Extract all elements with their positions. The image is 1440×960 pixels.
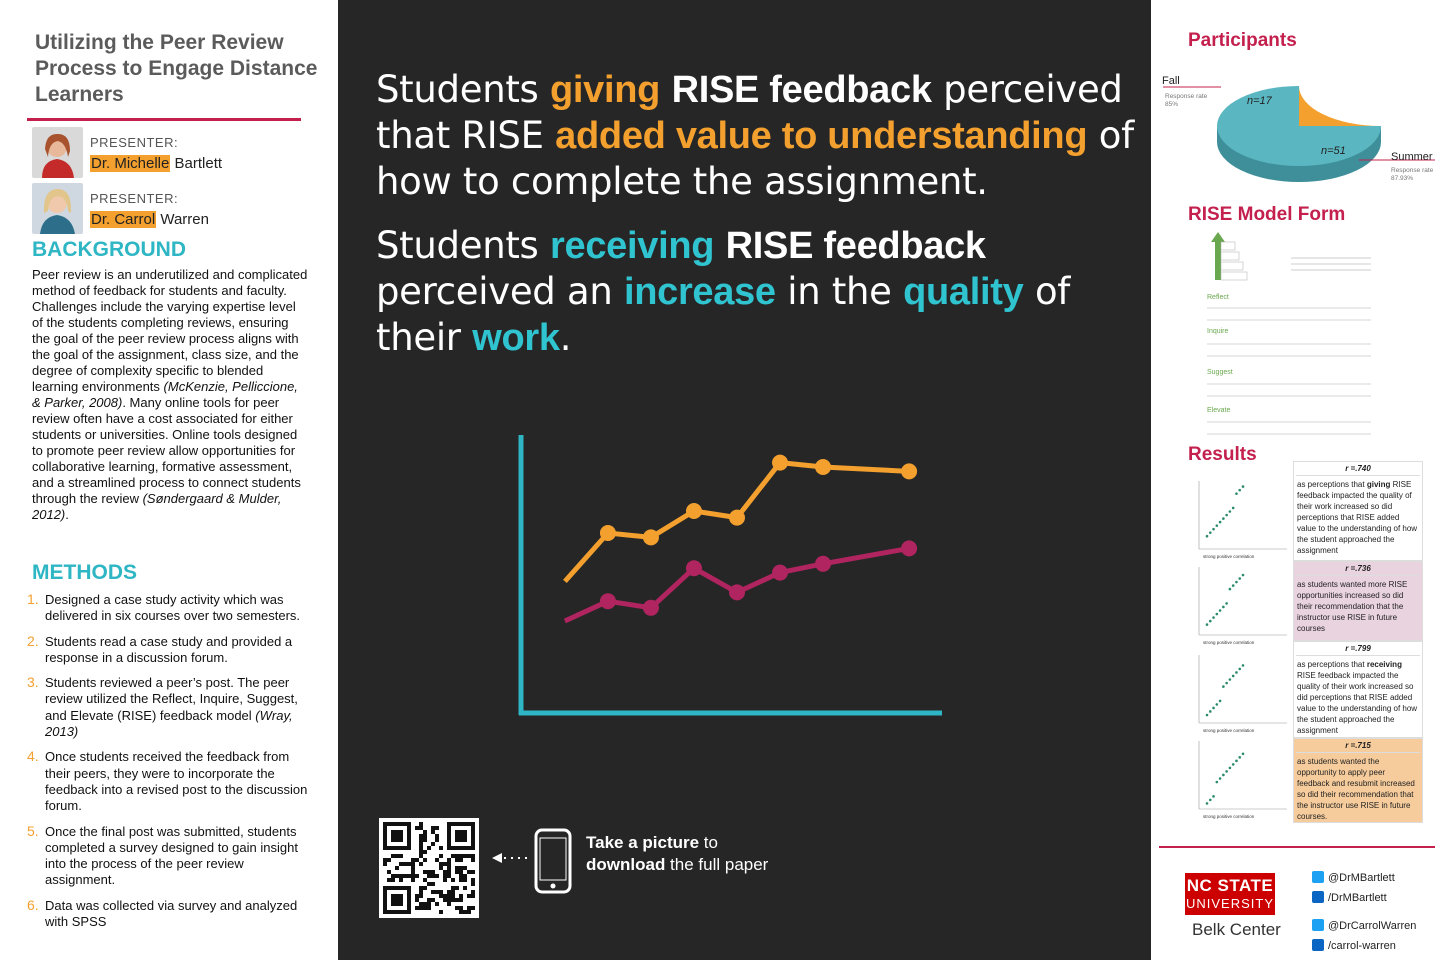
scatter-point (1212, 795, 1215, 798)
presenter-1-role: PRESENTER: (90, 135, 179, 150)
fall-rate: 85% (1165, 101, 1179, 108)
participants-heading: Participants (1188, 30, 1297, 51)
scatter-point (1219, 700, 1222, 703)
fall-label: Fall (1162, 75, 1180, 87)
scatter-point (1238, 577, 1241, 580)
presenter-2-role: PRESENTER: (90, 191, 179, 206)
social-twitter-warren[interactable]: @DrCarrolWarren (1312, 919, 1416, 932)
arrow-left-icon (492, 853, 502, 863)
scatter-point (1222, 774, 1225, 777)
result-box-3: r =.799 as perceptions that receiving RISE feedback impacted the quality of their work increased so did perceptions that RISE added value to the understanding of how the student approached the assignment (1293, 641, 1423, 738)
scatter-point (1206, 802, 1209, 805)
form-reflect: Reflect (1207, 294, 1229, 301)
twitter-icon (1312, 871, 1324, 883)
result-box-4: r =.715 as students wanted the opportunity to apply peer feedback and resubmit increased so did their recommendation that the instructor use RISE in future courses. (1293, 738, 1423, 823)
trend-line-chart (508, 425, 958, 725)
data-point-orange (729, 510, 745, 526)
statement-giving: Students giving RISE feedback perceived that RISE added value to understanding of how to complete the assignment. (376, 68, 1134, 203)
methods-item: 2. Students read a case study and provided a response in a discussion forum. (27, 632, 293, 665)
summer-rate-label: Response rate (1391, 167, 1434, 174)
data-point-magenta (600, 593, 616, 609)
result-box-1: r =.740 as perceptions that giving RISE feedback impacted the quality of their work increased so did perceptions that RISE added value to the understanding of how the student approached the assignment (1293, 461, 1423, 561)
data-point-orange (901, 463, 917, 479)
svg-text:strong positive correlation: strong positive correlation (1203, 554, 1255, 559)
scatter-point (1229, 510, 1232, 513)
scatter-point (1219, 609, 1222, 612)
scatter-point (1235, 760, 1238, 763)
summer-rate: 87.93% (1391, 175, 1414, 182)
presenter-2-name: Dr. Carrol Warren (91, 211, 209, 228)
scatter-point (1219, 521, 1222, 524)
svg-text:strong positive correlation: strong positive correlation (1203, 728, 1255, 733)
scatter-plot-1 (1193, 479, 1289, 563)
background-text: Peer review is an underutilized and complicated method of feedback for students and faculty. Challenges include the varying expertise level of the students completing reviews, ensuring the goal of the peer review process aligns with the goal of the assignment, class size, and the degree of complexity specific to blended learning environments (McKenzie, Pelliccione, & Parker, 2008). Many online tools for peer review often have a cost associated for either students or universities. Online tools designed to promote peer review allow opportunities for collaborative learning, formative assessment, and a streamlined process to connect students through the review (Søndergaard & Mulder, 2012). (32, 267, 308, 522)
social-linkedin-warren[interactable]: /carrol-warren (1312, 939, 1396, 952)
scatter-point (1206, 623, 1209, 626)
right-column (1151, 0, 1440, 960)
rise-model-form-thumbnail (1201, 232, 1381, 440)
data-point-orange (686, 503, 702, 519)
scatter-point (1235, 671, 1238, 674)
data-point-magenta (901, 540, 917, 556)
data-point-magenta (772, 565, 788, 581)
scatter-point (1212, 707, 1215, 710)
summer-n: n=51 (1321, 145, 1346, 157)
scatter-plot-4 (1193, 739, 1289, 823)
scatter-point (1238, 489, 1241, 492)
download-cta: Take a picture to download the full paper (586, 833, 769, 874)
scatter-point (1242, 664, 1245, 667)
scatter-point (1238, 756, 1241, 759)
data-point-magenta (686, 560, 702, 576)
presenter-1 (32, 127, 332, 179)
scatter-plot-2 (1193, 565, 1289, 649)
scatter-point (1242, 485, 1245, 488)
data-point-magenta (729, 584, 745, 600)
scatter-point (1238, 668, 1241, 671)
belk-center-label: Belk Center (1192, 920, 1281, 939)
scatter-point (1209, 620, 1212, 623)
methods-item: 1. Designed a case study activity which was delivered in six courses over two semesters. (27, 591, 301, 624)
social-linkedin-bartlett[interactable]: /DrMBartlett (1312, 891, 1387, 904)
scatter-point (1232, 763, 1235, 766)
linkedin-icon (1312, 939, 1324, 951)
scatter-point (1235, 492, 1238, 495)
left-column (0, 0, 338, 960)
scatter-point (1229, 588, 1232, 591)
data-point-orange (815, 459, 831, 475)
title-divider (27, 118, 301, 121)
methods-item: 4. Once students received the feedback from their peers, they were to incorporate the feedback into a revised post to the discussion forum. (27, 748, 308, 814)
methods-item: 5. Once the final post was submitted, students completed a survey designed to gain insight into the process of the peer review assignment. (27, 822, 298, 888)
results-panel (1193, 461, 1440, 823)
methods-heading: METHODS (32, 561, 137, 584)
methods-item: 6. Data was collected via survey and analyzed with SPSS (27, 896, 298, 930)
scatter-point (1229, 767, 1232, 770)
summer-label: Summer (1391, 151, 1433, 163)
scatter-point (1232, 584, 1235, 587)
scatter-point (1232, 507, 1235, 510)
fall-n: n=17 (1247, 95, 1272, 107)
scatter-point (1216, 613, 1219, 616)
scatter-point (1206, 535, 1209, 538)
svg-text:strong positive correlation: strong positive correlation (1203, 640, 1255, 645)
twitter-icon (1312, 919, 1324, 931)
social-twitter-bartlett[interactable]: @DrMBartlett (1312, 871, 1395, 884)
results-heading: Results (1188, 444, 1257, 465)
participants-pie-chart (1159, 62, 1439, 192)
poster-title: Utilizing the Peer Review Process to Engage Distance Learners (35, 31, 318, 106)
data-point-magenta (815, 556, 831, 572)
rise-form-heading: RISE Model Form (1188, 204, 1346, 225)
form-suggest: Suggest (1207, 369, 1233, 376)
scatter-point (1232, 675, 1235, 678)
presenter-2 (32, 183, 332, 235)
scatter-point (1222, 606, 1225, 609)
scatter-point (1219, 777, 1222, 780)
linkedin-icon (1312, 891, 1324, 903)
scatter-point (1216, 781, 1219, 784)
ncsu-logo: NC STATE UNIVERSITY (1185, 873, 1275, 915)
scatter-point (1242, 753, 1245, 756)
scatter-point (1222, 517, 1225, 520)
series-layer (565, 455, 917, 621)
bottom-divider (1159, 846, 1435, 848)
scatter-point (1222, 685, 1225, 688)
scatter-point (1209, 799, 1212, 802)
scatter-point (1225, 602, 1228, 605)
data-point-orange (643, 529, 659, 545)
center-panel (338, 0, 1151, 960)
statement-receiving: Students receiving RISE feedback perceived an increase in the quality of their work. (376, 224, 1071, 359)
phone-icon (536, 830, 570, 892)
scatter-point (1242, 574, 1245, 577)
scatter-point (1216, 524, 1219, 527)
data-point-orange (600, 525, 616, 541)
data-point-magenta (643, 600, 659, 616)
qr-code[interactable] (379, 818, 479, 918)
presenter-1-name: Dr. Michelle Bartlett (91, 155, 223, 172)
methods-list (27, 592, 313, 939)
scatter-point (1216, 703, 1219, 706)
scatter-point (1235, 581, 1238, 584)
scatter-point (1206, 714, 1209, 717)
scatter-point (1209, 710, 1212, 713)
data-point-orange (772, 455, 788, 471)
pie-slice-fall (1299, 86, 1381, 126)
presenter-2-photo (32, 183, 83, 234)
fall-rate-label: Response rate (1165, 93, 1208, 100)
scatter-point (1225, 770, 1228, 773)
methods-item: 3. Students reviewed a peer’s post. The peer review utilized the Reflect, Inquire, Suggest, and Elevate (RISE) feedback model (Wray, 2013) (27, 674, 298, 740)
form-inquire: Inquire (1207, 328, 1229, 335)
scatter-point (1225, 682, 1228, 685)
scatter-plot-3 (1193, 653, 1289, 737)
presenter-1-photo (32, 127, 83, 178)
svg-text:strong positive correlation: strong positive correlation (1203, 814, 1255, 819)
rise-staircase-graphic (1211, 232, 1247, 280)
form-elevate: Elevate (1207, 407, 1231, 414)
scatter-point (1212, 528, 1215, 531)
scatter-point (1212, 616, 1215, 619)
background-heading: BACKGROUND (32, 238, 186, 261)
scatter-point (1229, 678, 1232, 681)
scatter-point (1225, 514, 1228, 517)
result-box-2: r =.736 as students wanted more RISE opportunities increased so did their recommendation that the instructor use RISE in future courses (1293, 561, 1423, 641)
scatter-point (1209, 531, 1212, 534)
